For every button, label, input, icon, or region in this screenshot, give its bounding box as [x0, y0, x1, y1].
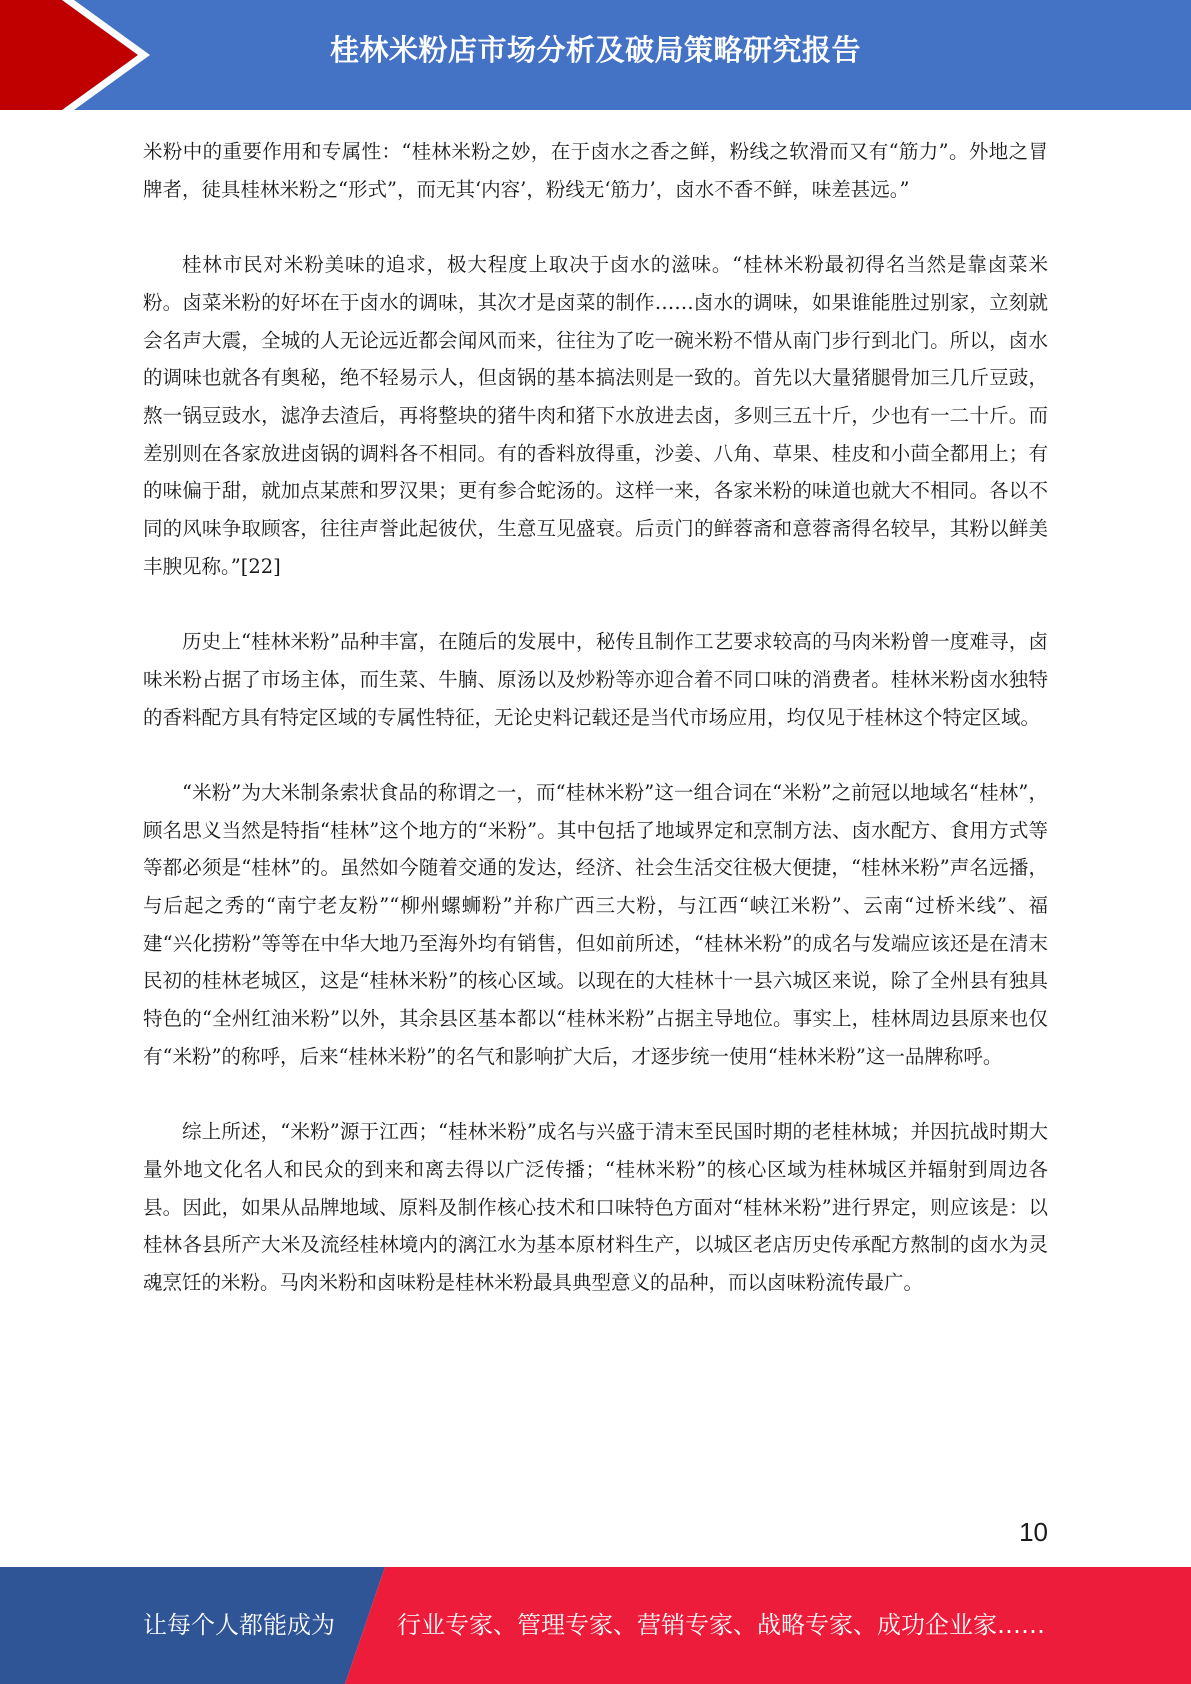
page-number: 10: [1019, 1517, 1048, 1547]
paragraph-5: 综上所述，“米粉”源于江西；“桂林米粉”成名与兴盛于清末至民国时期的老桂林城；并因抗战时期大量外地文化名人和民众的到来和离去得以广泛传播；“桂林米粉”的核心区域为桂林城区并辐射到周边各县。因此，如果从品牌地域、原料及制作核心技术和口味特色方面对“桂林米粉”进行界定，则应该是：以桂林各县所产大米及流经桂林境内的漓江水为基本原材料生产，以城区老店历史传承配方熬制的卤水为灵魂烹饪的米粉。马肉米粉和卤味粉是桂林米粉最具典型意义的品种，而以卤味粉流传最广。: [143, 1120, 1048, 1295]
footer-slogan-right: 行业专家、管理专家、营销专家、战略专家、成功企业家……: [397, 1611, 1045, 1639]
paragraph-1: 米粉中的重要作用和专属性：“桂林米粉之妙，在于卤水之香之鲜，粉线之软滑而又有“筋力”。外地之冒牌者，徒具桂林米粉之“形式”，而无其‘内容’，粉线无‘筋力’，卤水不香不鲜，味差甚远。”: [143, 140, 1048, 201]
paragraph-4: “米粉”为大米制条索状食品的称谓之一，而“桂林米粉”这一组合词在“米粉”之前冠以地域名“桂林”，顾名思义当然是特指“桂林”这个地方的“米粉”。其中包括了地域界定和烹制方法、卤水配方、食用方式等等都必须是“桂林”的。虽然如今随着交通的发达，经济、社会生活交往极大便捷，“桂林米粉”声名远播，与后起之秀的“南宁老友粉”“柳州螺蛳粉”并称广西三大粉，与江西“峡江米粉”、云南“过桥米线”、福建“兴化捞粉”等等在中华大地乃至海外均有销售，但如前所述，“桂林米粉”的成名与发端应该还是在清末民初的桂林老城区，这是“桂林米粉”的核心区域。以现在的大桂林十一县六城区来说，除了全州县有独具特色的“全州红油米粉”以外，其余县区基本都以“桂林米粉”占据主导地位。事实上，桂林周边县原来也仅有“米粉”的称呼，后来“桂林米粉”的名气和影响扩大后，才逐步统一使用“桂林米粉”这一品牌称呼。: [143, 780, 1048, 1068]
footer-slogan-left: 让每个人都能成为: [143, 1611, 335, 1639]
header-red-arrow: [0, 0, 138, 110]
page-footer: [0, 1567, 1191, 1684]
page-title: 桂林米粉店市场分析及破局策略研究报告: [329, 33, 861, 67]
page-header: [0, 0, 1191, 110]
paragraph-2: 桂林市民对米粉美味的追求，极大程度上取决于卤水的滋味。“桂林米粉最初得名当然是靠卤菜米粉。卤菜米粉的好坏在于卤水的调味，其次才是卤菜的制作……卤水的调味，如果谁能胜过别家，立刻就会名声大震，全城的人无论远近都会闻风而来，往往为了吃一碗米粉不惜从南门步行到北门。所以，卤水的调味也就各有奥秘，绝不轻易示人，但卤锅的基本搞法则是一致的。首先以大量猪腿骨加三几斤豆豉，熬一锅豆豉水，滤净去渣后，再将整块的猪牛肉和猪下水放进去卤，多则三五十斤，少也有一二十斤。而差别则在各家放进卤锅的调料各不相同。有的香料放得重，沙姜、八角、草果、桂皮和小茴全都用上；有的味偏于甜，就加点某蔗和罗汉果；更有参合蛇汤的。这样一来，各家米粉的味道也就大不相同。各以不同的风味争取顾客，往往声誉此起彼伏，生意互见盛衰。后贡门的鲜蓉斋和意蓉斋得名较早，其粉以鲜美丰腴见称。”[22]: [143, 253, 1048, 578]
document-body: [143, 133, 1048, 1302]
paragraph-3: 历史上“桂林米粉”品种丰富，在随后的发展中，秘传且制作工艺要求较高的马肉米粉曾一度难寻，卤味米粉占据了市场主体，而生菜、牛腩、原汤以及炒粉等亦迎合着不同口味的消费者。桂林米粉卤水独特的香料配方具有特定区域的专属性特征，无论史料记载还是当代市场应用，均仅见于桂林这个特定区域。: [143, 630, 1048, 729]
